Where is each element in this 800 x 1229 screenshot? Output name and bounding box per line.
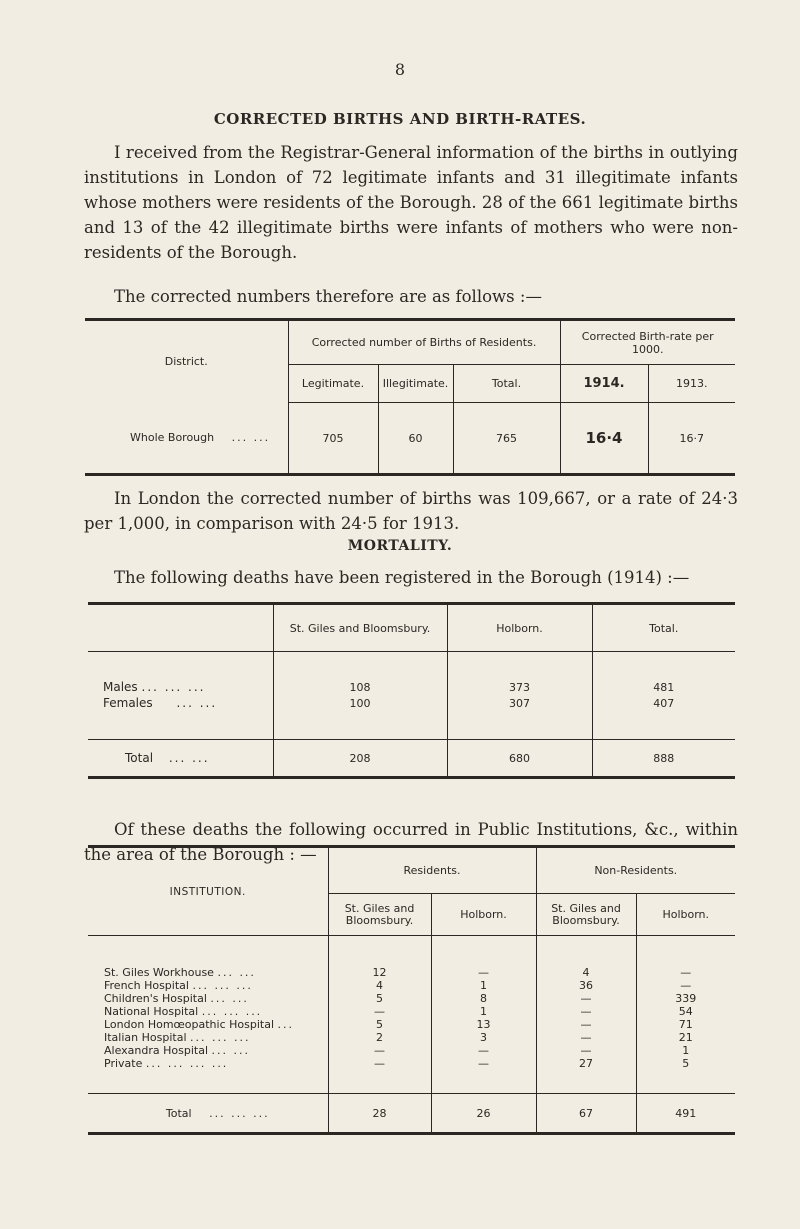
institution-name: French Hospital ... ... ... — [104, 978, 253, 992]
res-hol: 1 — [431, 1005, 536, 1018]
page-title: CORRECTED BIRTHS AND BIRTH-RATES. — [213, 110, 587, 128]
row-females: Females ... ... — [103, 695, 218, 710]
dots: ... ... — [168, 751, 210, 765]
non-sg: — — [536, 1018, 636, 1031]
col-1913: 1913. — [648, 365, 735, 403]
table-row — [88, 1057, 735, 1070]
total-res-sg: 28 — [328, 1094, 431, 1134]
london-paragraph: In London the corrected number of births was 109,667, or a rate of 24·3 per 1,000, in comparison with 24·5 for 1913. — [84, 489, 738, 533]
col-non-st-giles: St. Giles and Bloomsbury. — [536, 894, 636, 936]
row-label: Whole Borough — [130, 431, 215, 445]
females-st-giles: 100 — [349, 696, 371, 710]
table-row — [88, 1044, 735, 1057]
institution-name: St. Giles Workhouse ... ... — [104, 965, 256, 979]
col-legitimate: Legitimate. — [288, 365, 378, 403]
col-res-st-giles: St. Giles and Bloomsbury. — [328, 894, 431, 936]
institutions-intro: Of these deaths the following occurred in Public Institutions, &c., within the area of the Borough : — — [84, 820, 738, 864]
institution-name: Children's Hospital ... ... — [104, 991, 249, 1005]
non-hol: 339 — [636, 992, 735, 1005]
res-hol: 1 — [431, 979, 536, 992]
dots: ... ... ... — [209, 1106, 270, 1120]
corrected-intro: The corrected numbers therefore are as follows :— — [114, 287, 542, 306]
non-sg: 27 — [536, 1057, 636, 1070]
mortality-title: MORTALITY. — [347, 538, 453, 554]
col-institution: INSTITUTION. — [88, 847, 328, 936]
illegitimate-value: 60 — [378, 403, 453, 475]
mortality-intro: The following deaths have been registered in the Borough (1914) :— — [114, 568, 690, 587]
non-hol: 54 — [636, 1005, 735, 1018]
col-non-holborn: Holborn. — [636, 894, 735, 936]
rate-1914-value: 16·4 — [560, 403, 648, 475]
males-total: 481 — [653, 681, 675, 694]
col-total: Total. — [592, 604, 735, 652]
rate-1913-value: 16·7 — [648, 403, 735, 475]
males-holborn: 373 — [509, 681, 530, 694]
table-row — [88, 1031, 735, 1044]
total-total: 888 — [592, 740, 735, 778]
total-non-hol: 491 — [636, 1094, 735, 1134]
res-hol: 3 — [431, 1031, 536, 1044]
res-hol: 13 — [431, 1018, 536, 1031]
non-hol: 5 — [636, 1057, 735, 1070]
holborn-values — [447, 652, 592, 740]
non-sg: — — [536, 1044, 636, 1057]
females-total: 407 — [653, 696, 675, 710]
row-labels-cell — [88, 652, 273, 740]
table-row — [88, 1005, 735, 1018]
institutions-table — [88, 845, 735, 1135]
non-sg: — — [536, 992, 636, 1005]
col-st-giles: St. Giles and Bloomsbury. — [273, 604, 447, 652]
total-non-sg: 67 — [536, 1094, 636, 1134]
table-row — [88, 1018, 735, 1031]
group-residents: Residents. — [328, 847, 536, 894]
res-sg: — — [328, 1057, 431, 1070]
births-table — [85, 318, 735, 476]
row-whole-borough — [85, 403, 288, 475]
col-total: Total. — [453, 365, 560, 403]
institution-name: Italian Hospital ... ... ... — [104, 1030, 251, 1044]
res-sg: 4 — [328, 979, 431, 992]
col-1914: 1914. — [560, 365, 648, 403]
institution-name: London Homœopathic Hospital ... — [104, 1017, 295, 1031]
st-giles-values — [273, 652, 447, 740]
institution-name: Alexandra Hospital ... ... — [104, 1043, 250, 1057]
res-hol: — — [431, 966, 536, 979]
institution-name: National Hospital ... ... ... — [104, 1004, 263, 1018]
females-holborn: 307 — [509, 696, 530, 710]
non-hol: — — [636, 966, 735, 979]
dots: ... ... — [176, 695, 218, 710]
males-st-giles: 108 — [349, 681, 371, 694]
col-district: District. — [164, 355, 208, 369]
page-number: 8 — [394, 60, 406, 79]
res-hol: 8 — [431, 992, 536, 1005]
non-sg: 4 — [536, 966, 636, 979]
total-holborn: 680 — [447, 740, 592, 778]
col-illegitimate: Illegitimate. — [378, 365, 453, 403]
table-row — [88, 992, 735, 1005]
total-values — [592, 652, 735, 740]
row-dots: ... ... — [231, 431, 271, 445]
non-hol: 1 — [636, 1044, 735, 1057]
total-res-hol: 26 — [431, 1094, 536, 1134]
table-row — [88, 966, 735, 979]
group-non-residents: Non-Residents. — [536, 847, 735, 894]
table-row — [88, 979, 735, 992]
res-sg: 5 — [328, 992, 431, 1005]
dots: ... ... ... — [141, 680, 206, 694]
legitimate-value: 705 — [288, 403, 378, 475]
total-value: 765 — [453, 403, 560, 475]
total-st-giles: 208 — [273, 740, 447, 778]
non-hol: — — [636, 979, 735, 992]
res-hol: — — [431, 1044, 536, 1057]
res-sg: 12 — [328, 966, 431, 979]
non-sg: — — [536, 1005, 636, 1018]
res-sg: 5 — [328, 1018, 431, 1031]
row-total: Total ... ... ... — [165, 1106, 270, 1120]
row-males: Males ... ... ... — [103, 680, 206, 694]
res-sg: — — [328, 1005, 431, 1018]
non-hol: 71 — [636, 1018, 735, 1031]
col-res-holborn: Holborn. — [431, 894, 536, 936]
non-sg: 36 — [536, 979, 636, 992]
res-sg: 2 — [328, 1031, 431, 1044]
institution-name: Private ... ... ... ... — [104, 1056, 229, 1070]
res-sg: — — [328, 1044, 431, 1057]
non-hol: 21 — [636, 1031, 735, 1044]
res-hol: — — [431, 1057, 536, 1070]
deaths-table — [88, 602, 735, 779]
non-sg: — — [536, 1031, 636, 1044]
intro-paragraph: I received from the Registrar-General information of the births in outlying institutions in London of 72 legitimate infants and 31 illegitimate infants whose mothers were residents of the Borough. 28 of the 661 legitimate births and 13 of the 42 illegitimate births were infants of mothers who were non-residents of the Borough. — [84, 143, 738, 262]
group-births-of-residents: Corrected number of Births of Residents. — [288, 320, 560, 365]
row-total: Total ... ... — [125, 751, 210, 765]
group-birth-rate: Corrected Birth-rate per 1000. — [560, 320, 735, 365]
col-holborn: Holborn. — [447, 604, 592, 652]
